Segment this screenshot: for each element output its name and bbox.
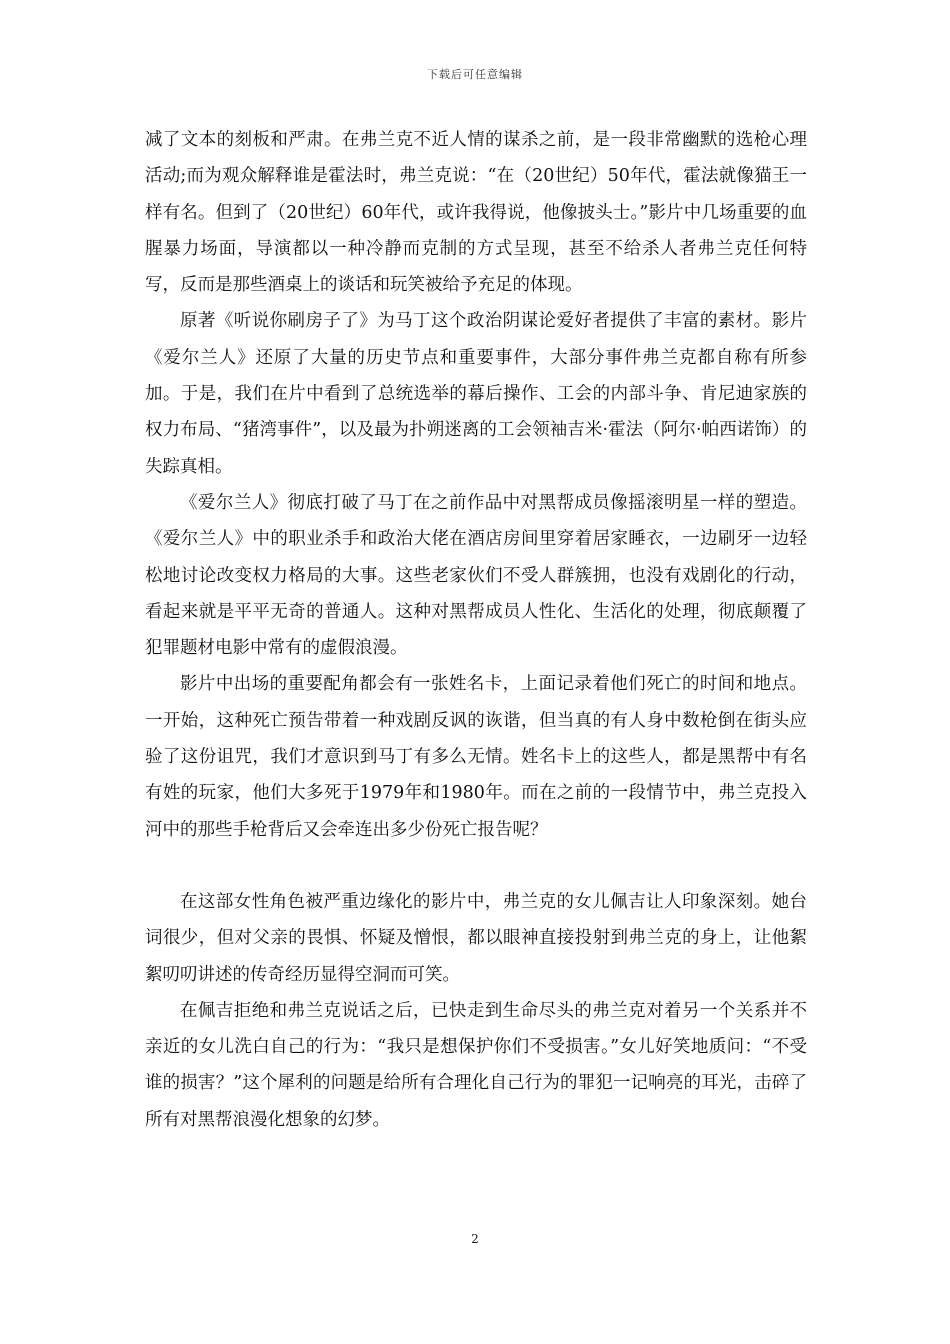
page-header: 下载后可任意编辑 (427, 68, 523, 81)
paragraph-continuation: 减了文本的刻板和严肃。在弗兰克不近人情的谋杀之前，是一段非常幽默的选枪心理活动;而为观众解释谁是霍法时，弗兰克说：“在（20世纪）50年代，霍法就像猫王一样有名。但到了（20世纪）60年代，或许我得说，他像披头士。”影片中几场重要的血腥暴力场面，导演都以一种冷静而克制的方式呈现，甚至不给杀人者弗兰克任何特写，反而是那些酒桌上的谈话和玩笑被给予充足的体现。 (145, 130, 807, 296)
page-number: 2 (471, 1232, 479, 1246)
paragraph-name-cards: 影片中出场的重要配角都会有一张姓名卡，上面记录着他们死亡的时间和地点。一开始，这种死亡预告带着一种戏剧反讽的诙谐，但当真的有人身中数枪倒在街头应验了这份诅咒，我们才意识到马丁有多么无情。姓名卡上的这些人，都是黑帮中有名有姓的玩家，他们大多死于1979年和1980年。而在之前的一段情节中，弗兰克投入河中的那些手枪背后又会牵连出多少份死亡报告呢？ (145, 674, 807, 840)
paragraph-final-question: 在佩吉拒绝和弗兰克说话之后，已快走到生命尽头的弗兰克对着另一个关系并不亲近的女儿洗白自己的行为：“我只是想保护你们不受损害。”女儿好笑地质问：“不受谁的损害？”这个犀利的问题是给所有合理化自己行为的罪犯一记响亮的耳光，击碎了所有对黑帮浪漫化想象的幻梦。 (145, 1000, 807, 1130)
paragraph-gap (145, 848, 807, 884)
document-body (145, 122, 807, 1138)
paragraph-daughter-peggy: 在这部女性角色被严重边缘化的影片中，弗兰克的女儿佩吉让人印象深刻。她台词很少，但对父亲的畏惧、怀疑及憎恨，都以眼神直接投射到弗兰克的身上，让他絮絮叨叨讲述的传奇经历显得空洞而可笑。 (145, 891, 807, 985)
paragraph-gangster-portrayal: 《爱尔兰人》彻底打破了马丁在之前作品中对黑帮成员像摇滚明星一样的塑造。《爱尔兰人》中的职业杀手和政治大佬在酒店房间里穿着居家睡衣，一边刷牙一边轻松地讨论改变权力格局的大事。这些老家伙们不受人群簇拥，也没有戏剧化的行动，看起来就是平平无奇的普通人。这种对黑帮成员人性化、生活化的处理，彻底颠覆了犯罪题材电影中常有的虚假浪漫。 (145, 492, 807, 659)
paragraph-source-material: 原著《听说你刷房子了》为马丁这个政治阴谋论爱好者提供了丰富的素材。影片《爱尔兰人》还原了大量的历史节点和重要事件，大部分事件弗兰克都自称有所参加。于是，我们在片中看到了总统选举的幕后操作、工会的内部斗争、肯尼迪家族的权力布局、“猪湾事件”，以及最为扑朔迷离的工会领袖吉米·霍法（阿尔·帕西诺饰）的失踪真相。 (145, 311, 807, 477)
